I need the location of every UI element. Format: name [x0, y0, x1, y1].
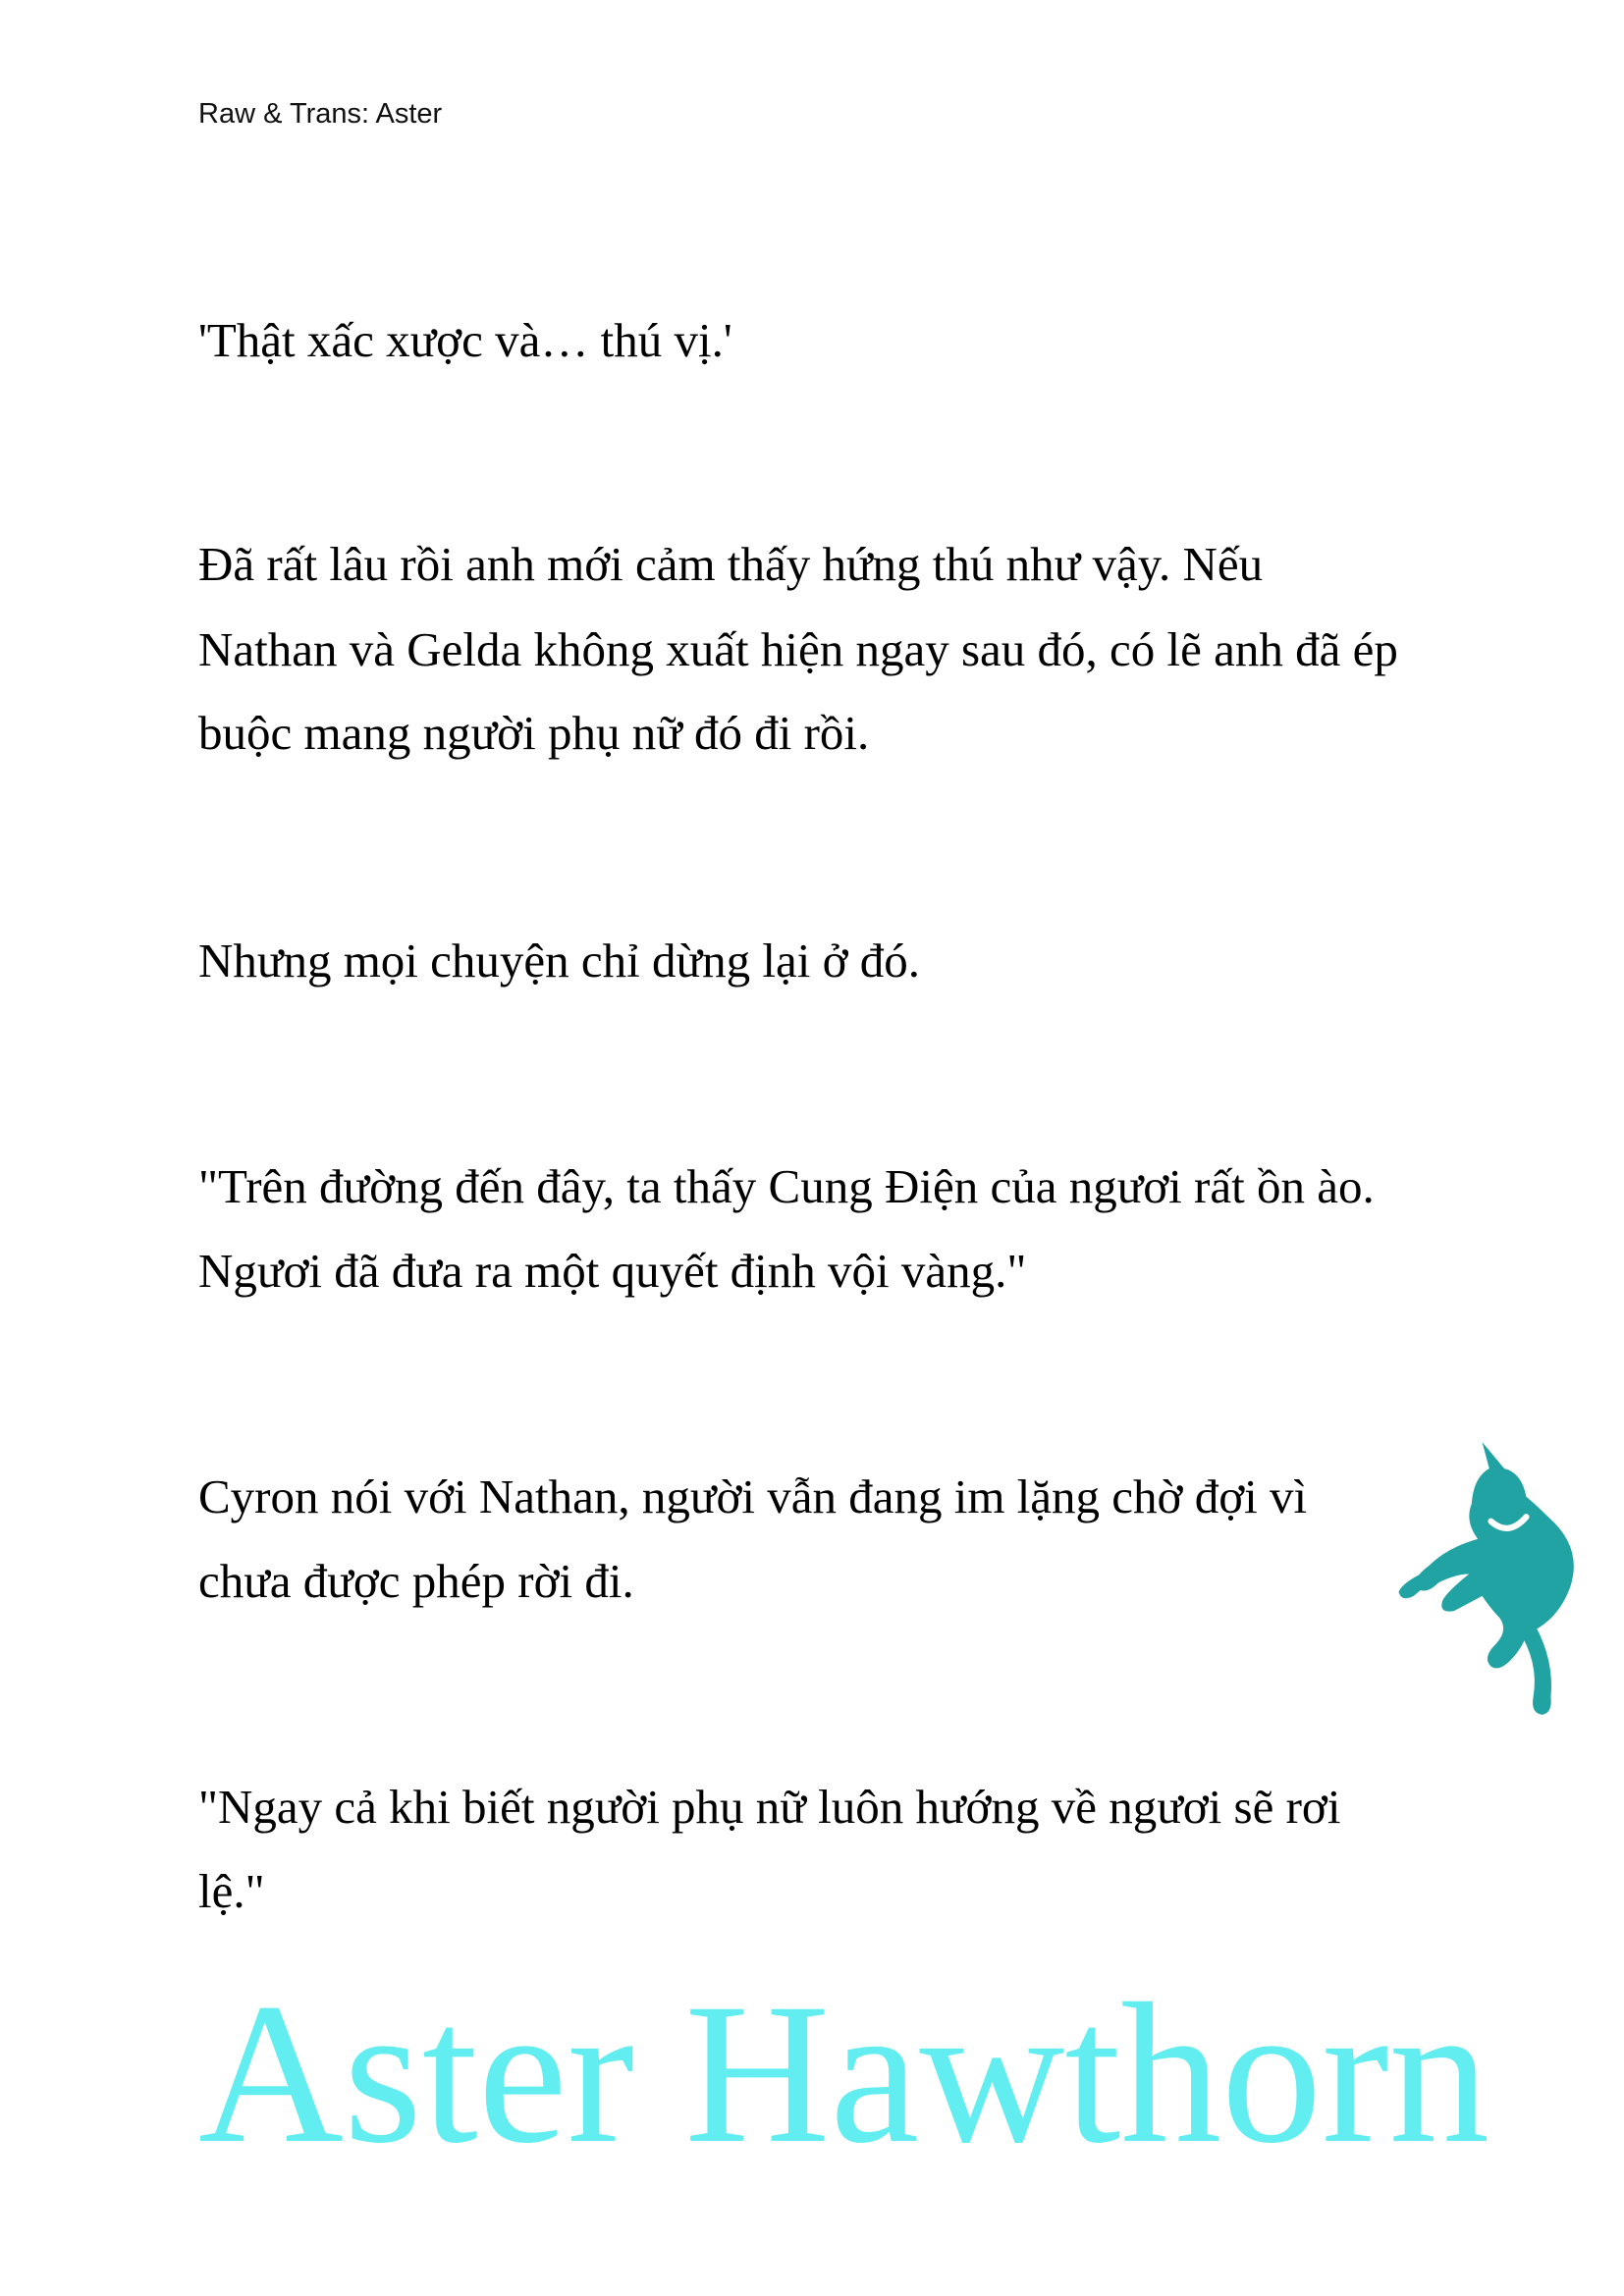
watermark-text: Aster Hawthorn — [198, 1962, 1490, 2185]
text-line: Nathan và Gelda không xuất hiện ngay sau đó, có lẽ anh đã ép — [198, 622, 1398, 676]
text-line: chưa được phép rời đi. — [198, 1554, 634, 1608]
cat-logo-icon — [1394, 1433, 1605, 1724]
text-line: Ngươi đã đưa ra một quyết định vội vàng." — [198, 1244, 1027, 1298]
translator-credit: Raw & Trans: Aster — [198, 98, 443, 130]
text-line: Cyron nói với Nathan, người vẫn đang im lặng chờ đợi vì — [198, 1469, 1308, 1523]
text-line: Đã rất lâu rồi anh mới cảm thấy hứng thú như vậy. Nếu — [198, 537, 1264, 591]
text-line: "Ngay cả khi biết người phụ nữ luôn hướng về ngươi sẽ rơi — [198, 1780, 1341, 1834]
text-line: 'Thật xấc xược và… thú vị.' — [198, 313, 732, 367]
text-line: "Trên đường đến đây, ta thấy Cung Điện của ngươi rất ồn ào. — [198, 1159, 1375, 1213]
text-line: lệ." — [198, 1864, 265, 1918]
text-line: buộc mang người phụ nữ đó đi rồi. — [198, 706, 870, 760]
text-line: Nhưng mọi chuyện chỉ dừng lại ở đó. — [198, 934, 920, 988]
